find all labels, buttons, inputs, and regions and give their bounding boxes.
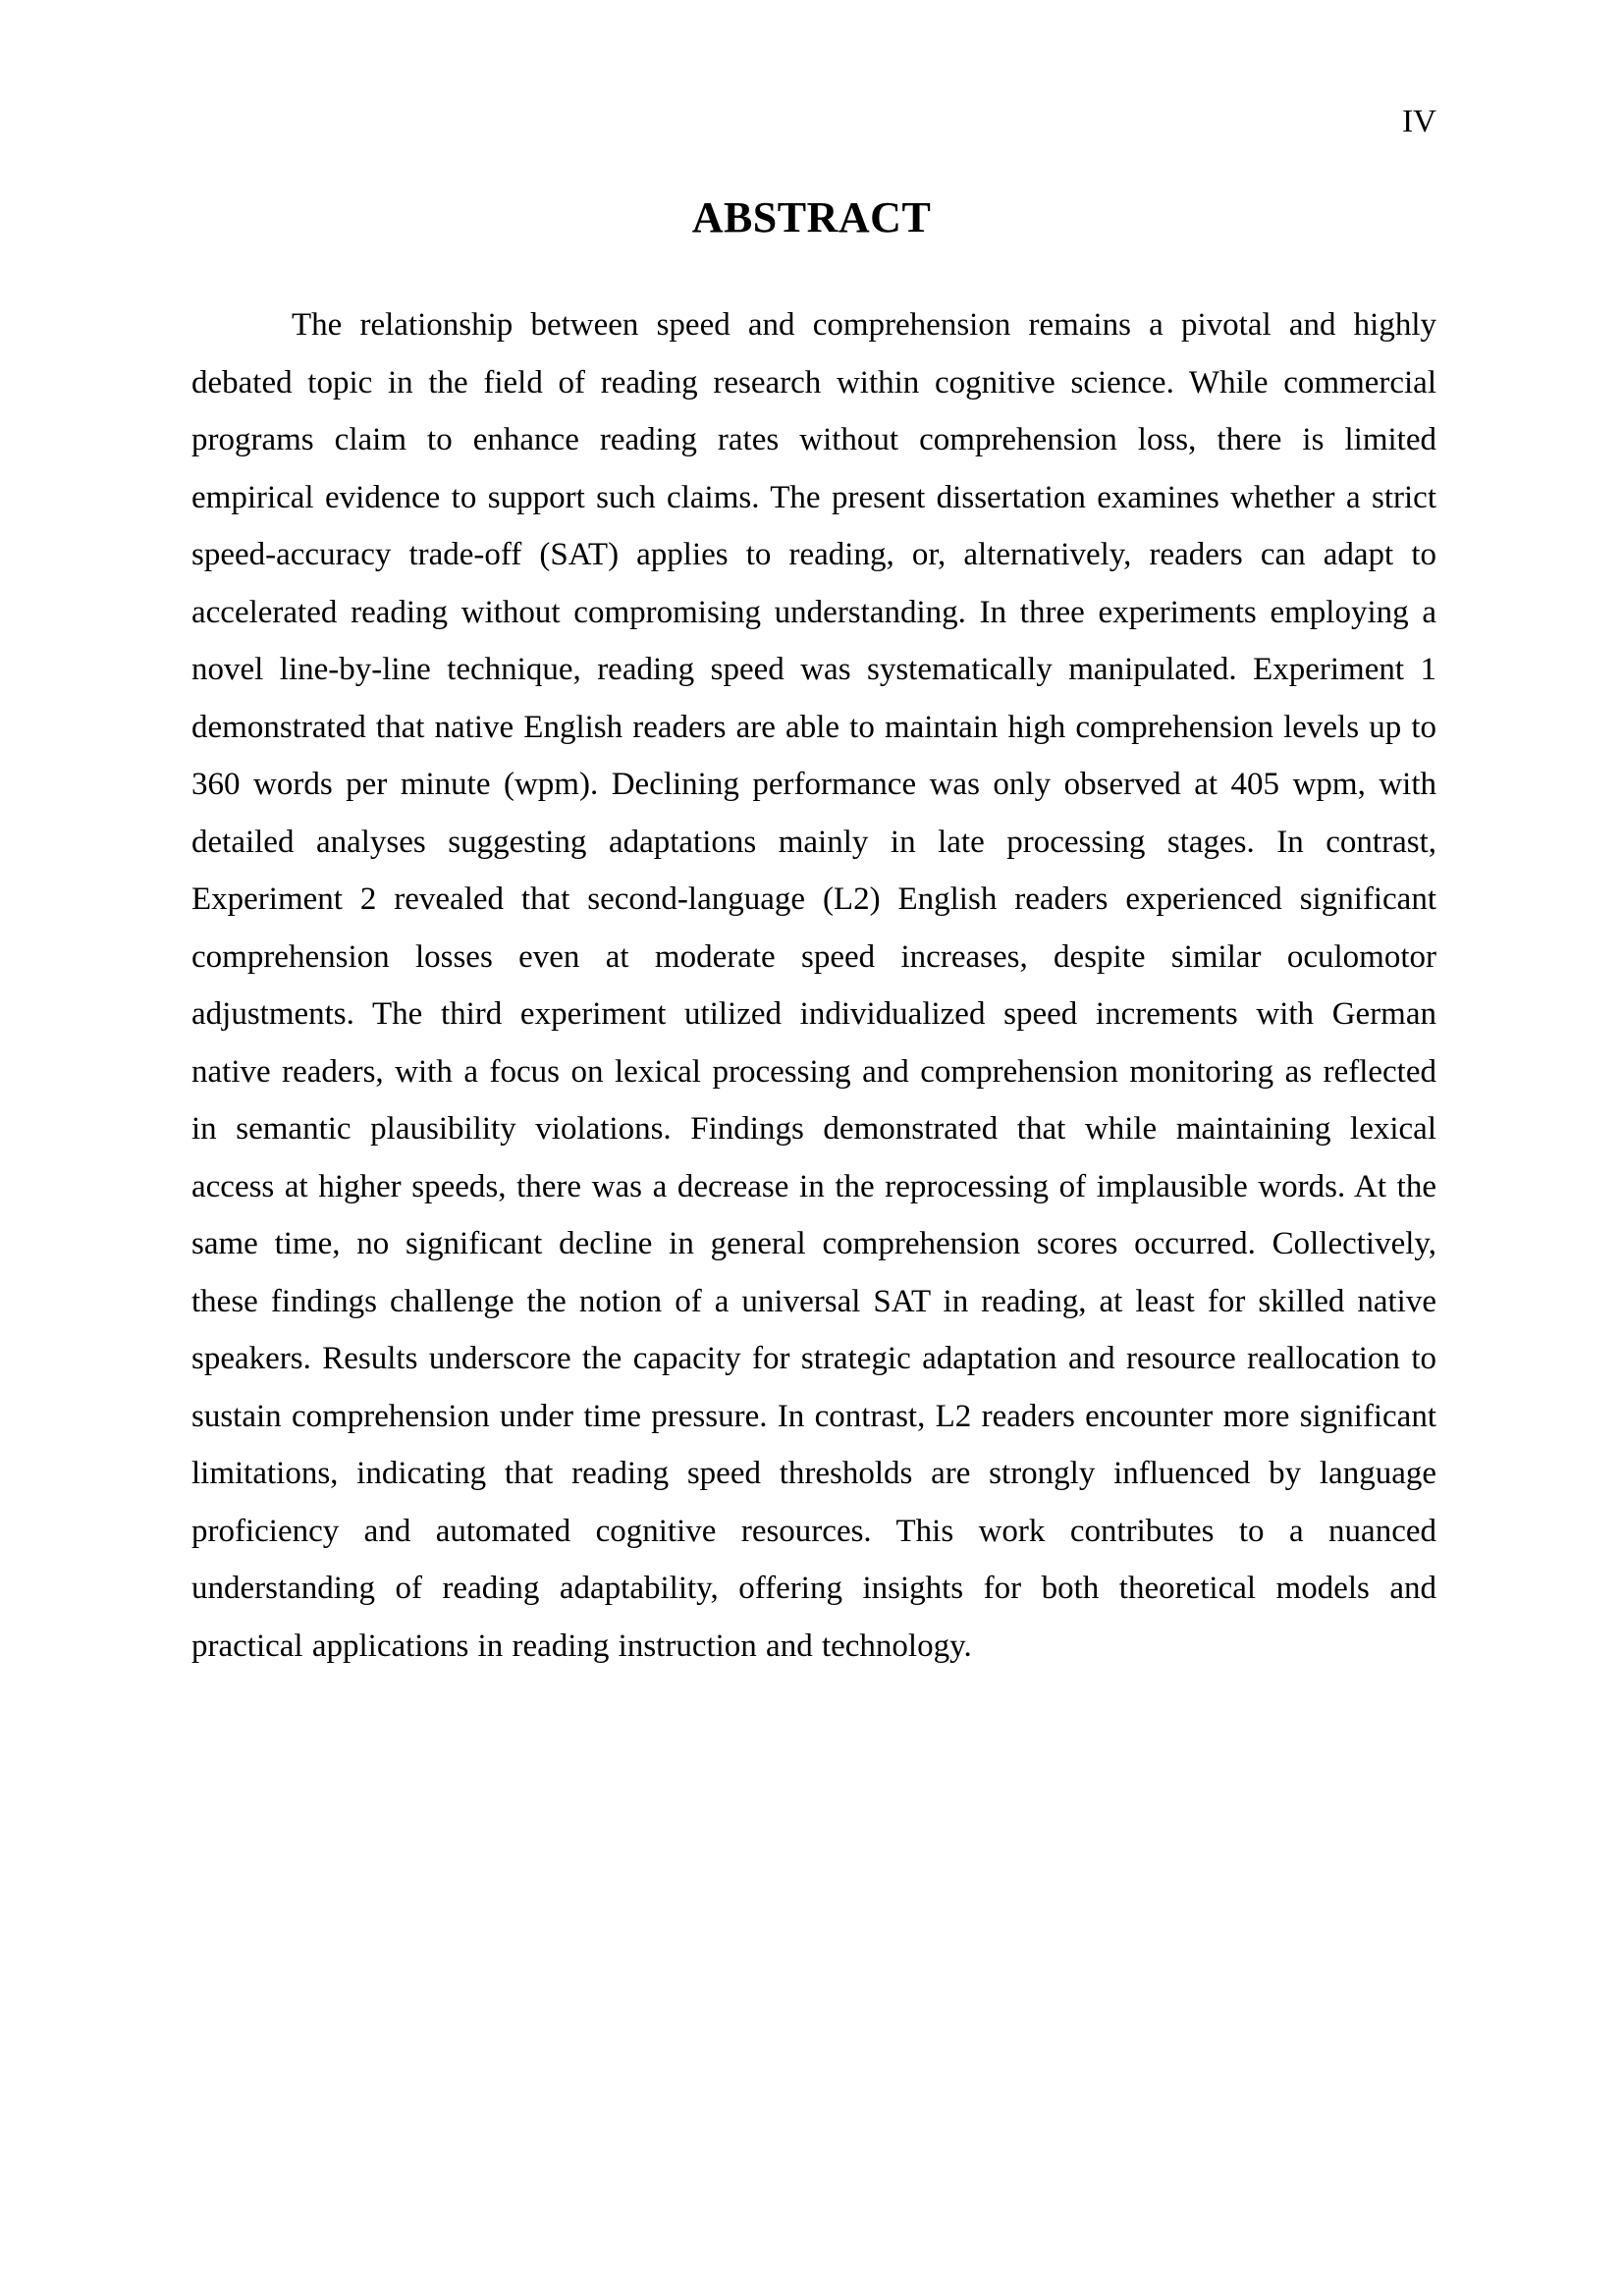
page-title: ABSTRACT (691, 193, 932, 241)
page-number: IV (1402, 104, 1436, 139)
abstract-paragraph: The relationship between speed and comprehension remains a pivotal and highly debated topic in the field of reading research within cognitive science. While commercial programs claim to enhance reading rates without comprehension loss, there is limited empirical evidence to support such claims. The present dissertation examines whether a strict speed-accuracy trade-off (SAT) applies to reading, or, alternatively, readers can adapt to accelerated reading without compromising understanding. In three experiments employing a novel line-by-line technique, reading speed was systematically manipulated. Experiment 1 demonstrated that native English readers are able to maintain high comprehension levels up to 360 words per minute (wpm). Declining performance was only observed at 405 wpm, with detailed analyses suggesting adaptations mainly in late processing stages. In contrast, Experiment 2 revealed that second-language (L2) English readers experienced significant comprehension losses even at moderate speed increases, despite similar oculomotor adjustments. The third experiment utilized individualized speed increments with German native readers, with a focus on lexical processing and comprehension monitoring as reflected in semantic plausibility violations. Findings demonstrated that while maintaining lexical access at higher speeds, there was a decrease in the reprocessing of implausible words. At the same time, no significant decline in general comprehension scores occurred. Collectively, these findings challenge the notion of a universal SAT in reading, at least for skilled native speakers. Results underscore the capacity for strategic adaptation and resource reallocation to sustain comprehension under time pressure. In contrast, L2 readers encounter more significant limitations, indicating that reading speed thresholds are strongly influenced by language proficiency and automated cognitive resources. This work contributes to a nuanced understanding of reading adaptability, offering insights for both theoretical models and practical applications in reading instruction and technology. (191, 307, 1436, 1664)
